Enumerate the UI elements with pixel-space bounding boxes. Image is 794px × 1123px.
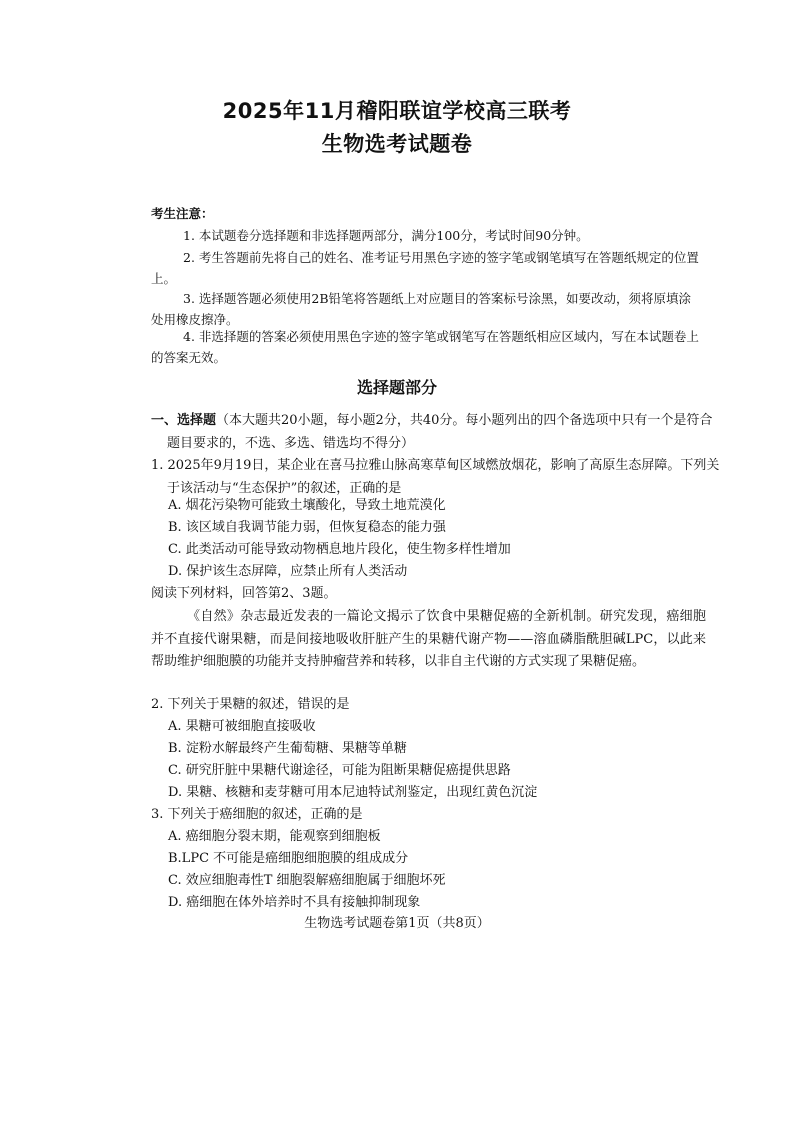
- question-1-stem: 1. 2025年9月19日，某企业在喜马拉雅山脉高寒草甸区域燃放烟花，影响了高原生态屏障。下列关于该活动与“生态保护”的叙述，正确的是: [151, 458, 720, 496]
- section-title: 选择题部分: [356, 378, 437, 397]
- page-footer: 生物选考试题卷第1页（共8页）: [304, 916, 490, 931]
- question-3-option-d: D. 癌细胞在体外培养时不具有接触抑制现象: [168, 895, 421, 910]
- notice-item-3: 3. 选择题答题必须使用2B铅笔将答题纸上对应题目的答案标号涂黑，如要改动，须将原填涂处用橡皮擦净。: [151, 291, 692, 327]
- question-1-option-c: C. 此类活动可能导致动物栖息地片段化，使生物多样性增加: [168, 542, 511, 557]
- notice-item-1: 1. 本试题卷分选择题和非选择题两部分，满分100分，考试时间90分钟。: [183, 228, 589, 243]
- exam-title: 2025年11月稽阳联谊学校高三联考: [222, 99, 572, 123]
- notice-item-4: 4. 非选择题的答案必须使用黑色字迹的签字笔或钢笔写在答题纸相应区域内，写在本试题卷上的答案无效。: [151, 329, 699, 365]
- question-2-stem: 2. 下列关于果糖的叙述，错误的是: [151, 697, 350, 712]
- question-1-option-d: D. 保护该生态屏障，应禁止所有人类活动: [168, 564, 408, 579]
- exam-subtitle: 生物选考试题卷: [321, 132, 473, 156]
- question-2-option-c: C. 研究肝脏中果糖代谢途径，可能为阻断果糖促癌提供思路: [168, 763, 511, 778]
- question-3-option-b: B.LPC 不可能是癌细胞细胞膜的组成成分: [168, 851, 409, 866]
- question-2-option-b: B. 淀粉水解最终产生葡萄糖、果糖等单糖: [168, 741, 407, 756]
- section-instruction-text: （本大题共20小题，每小题2分，共40分。每小题列出的四个备选项中只有一个是符合题目要求的，不选、多选、错选均不得分）: [167, 413, 713, 451]
- question-2-option-a: A. 果糖可被细胞直接吸收: [168, 719, 316, 734]
- question-3-option-a: A. 癌细胞分裂末期，能观察到细胞板: [168, 829, 381, 844]
- reading-passage: 《自然》杂志最近发表的一篇论文揭示了饮食中果糖促癌的全新机制。研究发现，癌细胞并不直接代谢果糖，而是间接地吸收肝脏产生的果糖代谢产物——溶血磷脂酰胆碱LPC，以此来帮助维护细胞膜的功能并支持肿瘤营养和转移，以非自主代谢的方式实现了果糖促癌。: [151, 609, 706, 670]
- question-3-stem: 3. 下列关于癌细胞的叙述，正确的是: [151, 807, 363, 822]
- question-1-option-b: B. 该区域自我调节能力弱，但恢复稳态的能力强: [168, 520, 446, 535]
- reading-intro: 阅读下列材料，回答第2、3题。: [151, 586, 337, 601]
- question-2-option-d: D. 果糖、核糖和麦芽糖可用本尼迪特试剂鉴定，出现红黄色沉淀: [168, 785, 538, 800]
- section-heading: 一、选择题: [151, 413, 217, 428]
- section-instruction: [151, 410, 722, 455]
- notice-heading: 考生注意：: [151, 206, 214, 221]
- question-1-option-a: A. 烟花污染物可能致土壤酸化，导致土地荒漠化: [168, 498, 446, 513]
- question-3-option-c: C. 效应细胞毒性T 细胞裂解癌细胞属于细胞坏死: [168, 873, 446, 888]
- notice-item-2: 2. 考生答题前先将自己的姓名、准考证号用黑色字迹的签字笔或钢笔填写在答题纸规定的位置上。: [151, 250, 699, 286]
